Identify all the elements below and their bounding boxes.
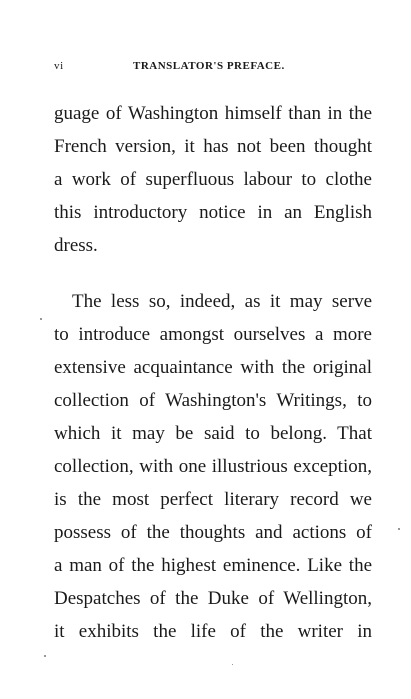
running-title: TRANSLATOR'S PREFACE. <box>133 60 285 72</box>
text-line: this introductory notice in an English <box>54 202 372 223</box>
page-number: vi <box>54 60 64 72</box>
text-line: guage of Washington himself than in the <box>54 103 372 124</box>
text-line: collection, with one illustrious exception, <box>54 456 372 477</box>
text-line: Despatches of the Duke of Wellington, <box>54 588 372 609</box>
text-line: collection of Washington's Writings, to <box>54 390 372 411</box>
scan-speck <box>40 318 42 320</box>
scan-speck <box>44 655 46 657</box>
scan-speck <box>232 664 233 665</box>
text-line: is the most perfect literary record we <box>54 489 372 510</box>
scan-speck <box>398 528 400 530</box>
running-header <box>54 60 372 76</box>
text-line: possess of the thoughts and actions of <box>54 522 372 543</box>
text-line: dress. <box>54 235 98 256</box>
text-line: extensive acquaintance with the original <box>54 357 372 378</box>
text-line: a man of the highest eminence. Like the <box>54 555 372 576</box>
text-line: The less so, indeed, as it may serve <box>72 291 372 312</box>
text-line: French version, it has not been thought <box>54 136 372 157</box>
text-line: to introduce amongst ourselves a more <box>54 324 372 345</box>
text-line: a work of superfluous labour to clothe <box>54 169 372 190</box>
text-line: which it may be said to belong. That <box>54 423 372 444</box>
text-line: it exhibits the life of the writer in <box>54 621 372 642</box>
